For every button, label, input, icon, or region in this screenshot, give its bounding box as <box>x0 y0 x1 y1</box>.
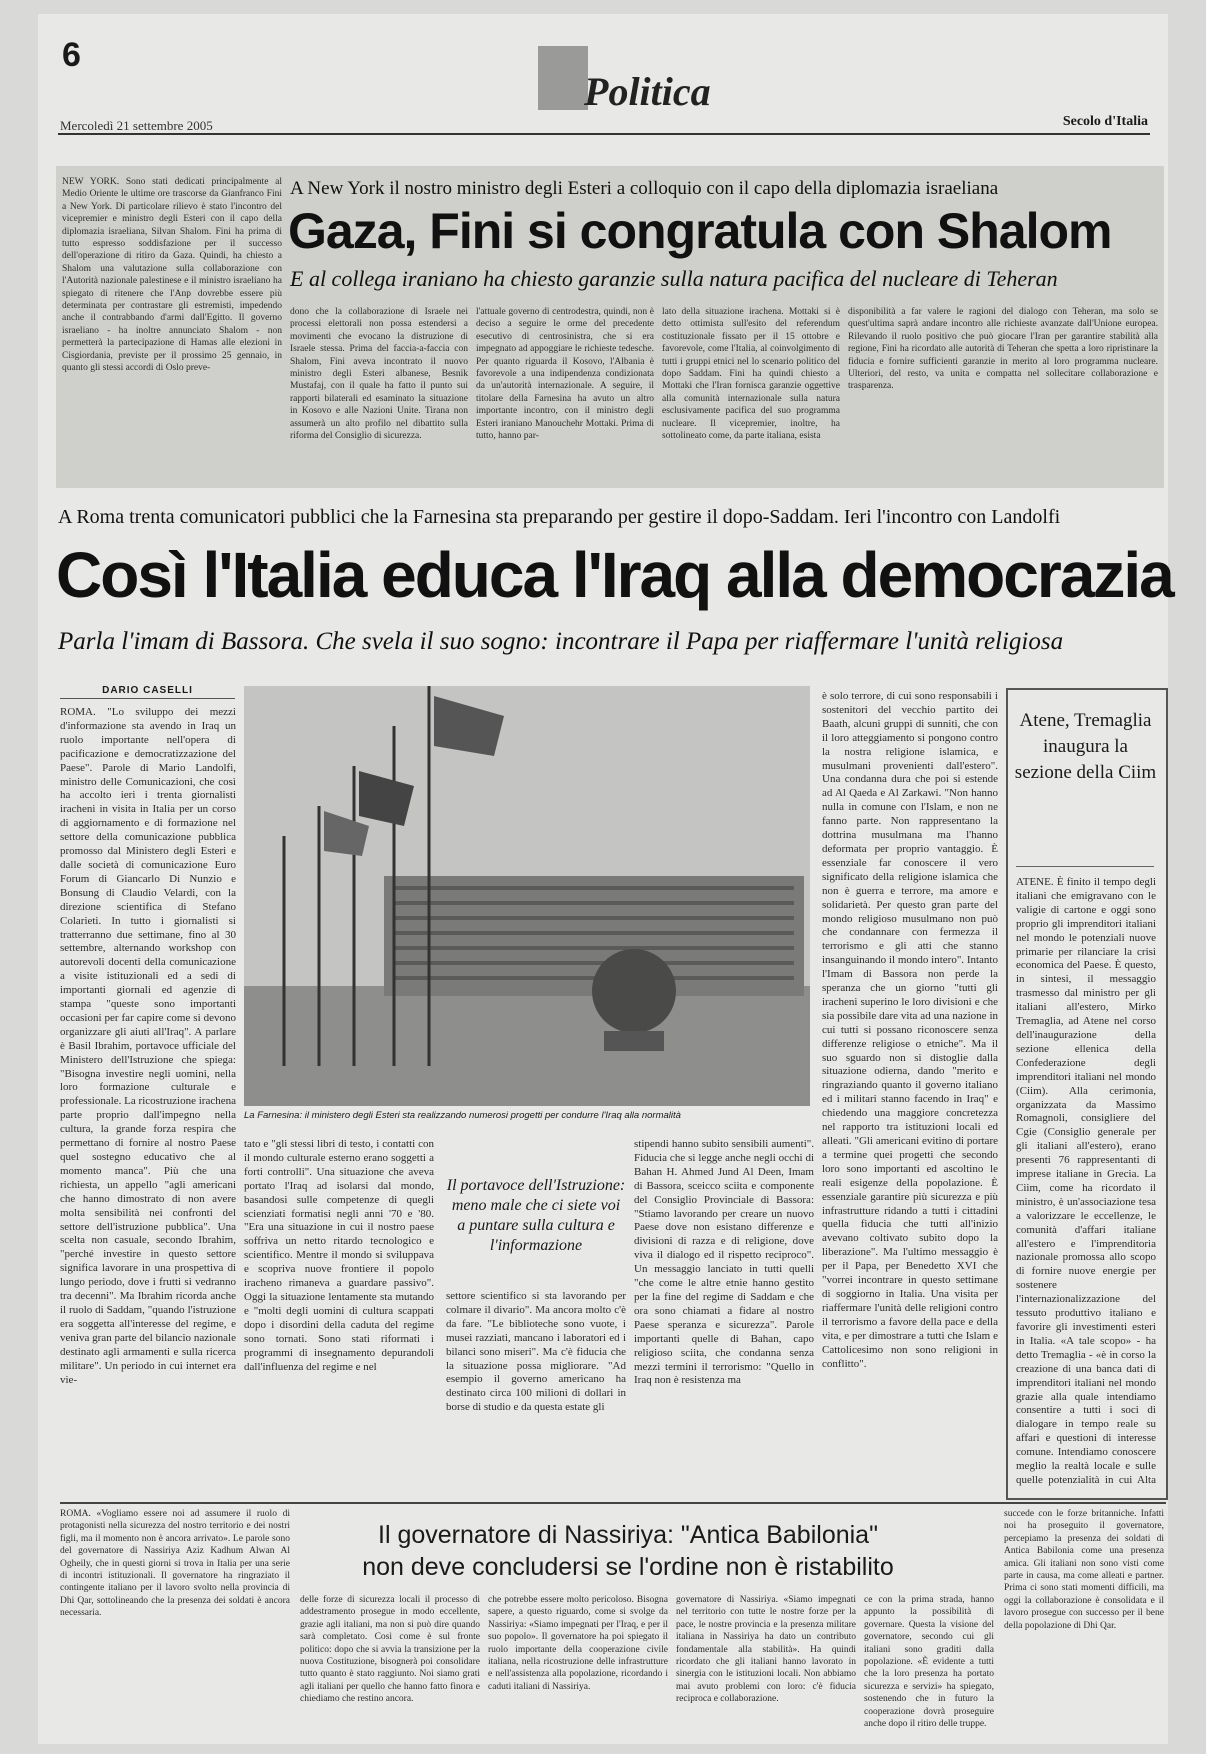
publication-name: Secolo d'Italia <box>1062 114 1148 129</box>
article2-kicker: A Roma trenta comunicatori pubblici che la Farnesina sta preparando per gestire il dopo-Saddam. Ieri l'incontro con Landolfi <box>58 506 1061 528</box>
article3-column-3: che potrebbe essere molto pericoloso. Bisogna sapere, a questo riguardo, come si svolge da Nassiriya: «Siamo impegnati per l'Iraq, e per il suo popolo». Il governatore ha poi spiegato il ruolo importante della cooperazione civile italiana, nella ricostruzione delle infrastrutture e nell'assistenza alla popolazione, ricordando i caduti italiani di Nassiriya. <box>488 1595 668 1692</box>
article3-column-6: succede con le forze britanniche. Infatti noi ha proseguito il governatore, percepiamo la presenza dei soldati di Antica Babilonia come una presenza amica. Gli italiani non sono visti come parte in causa, ma come alleati e partner. Prima ci sono stati momenti difficili, ma oggi la collaborazione è consolidata e il lavoro prosegue con successo per il bene della popolazione di Dhi Qar. <box>1004 1509 1164 1631</box>
section-title-rest: olitica <box>608 69 711 114</box>
article1-column-1: NEW YORK. Sono stati dedicati principalmente al Medio Oriente le ultime ore trascorse da Gianfranco Fini a New York. Di particolare rilievo è stato l'incontro del vicepremier e ministro degli Esteri con il capo della diplomazia israeliana, Silvan Shalom. Fini ha prima di tutto espresso soddisfazione per il successo dell'operazione di ritiro da Gaza. Quindi, ha chiesto a Shalom una valutazione sulla collaborazione con l'Autorità nazionale palestinese e il ministro israeliano ha spiegato di ritenere che l'Anp dovrebbe essere più determinata per contrastare gli estremisti, impedendo anche il contrabbando d'armi dall'Egitto. Il governo israeliano - ha inoltre annunciato Shalom - non permetterà la partecipazione di Hamas alle elezioni in Cisgiordania, previste per il prossimo 25 gennaio, in quanto gli stessi accordi di Oslo preve- <box>62 177 282 374</box>
issue-date: Mercoledì 21 settembre 2005 <box>60 118 213 133</box>
newspaper-page <box>38 14 1173 1744</box>
article2-column-mid-2: settore scientifico si sta lavorando per colmare il divario". Ma ancora molto c'è da fare. "Le biblioteche sono vuote, i musei razziati, mancano i laboratori ed i bilanci sono miseri". Ma c'è fiducia che la situazione possa migliorare. "Ad esempio il governo americano ha destinato circa 100 milioni di dollari in borse di studio e da questa estate gli <box>446 1290 626 1414</box>
article3-headline-line-2: non deve concludersi se l'ordine non è ristabilito <box>362 1553 894 1581</box>
farnesina-photo-illustration <box>244 686 810 1106</box>
sidebar-text: ATENE. È finito il tempo degli italiani che emigravano con le valigie di cartone e oggi sono proprio gli imprenditori italiani nel mondo le potenziali nuove primarie per rilanciare la crisi economica del Paese. È questo, in sintesi, il messaggio trasmesso dal ministro per gli italiani all'estero, Mirko Tremaglia, ad Atene nel corso dell'inaugurazione della sezione ellenica della Confederazione degli imprenditori italiani nel mondo (Ciim). Alla cerimonia, organizzata da Massimo Romagnoli, consigliere del Cgie (Consiglio generale per gli italiani all'estero), erano presenti 76 rappresentanti di imprese italiane in Grecia. La Ciim, come ha ricordato il ministro, è un'associazione tesa a valorizzare le eccellenze, le comunità d'affari italiane all'estero e l'imprenditoria nazionale promossa allo scopo di fornire nuove energie per sostenere l'internazionalizzazione del tessuto produttivo italiano e favorire gli investimenti esteri in Italia. «A tale scopo» - ha detto Tremaglia - «è in corso la creazione di una banca dati di imprenditori italiani nel mondo grazie alla quale intendiamo consentire a tutti i soci di dialogare in tempo reale su affari e questioni di interesse comune. Intendiamo conoscere meglio la realtà locale e sulle quelle potenzialità in cui Alta <box>1016 876 1156 1486</box>
article1-column-5: disponibilità a far valere le ragioni del dialogo con Teheran, ma solo se quest'ultima saprà andare incontro alle richieste avanzate dall'Unione europea. Rilevando il ruolo positivo che può giocare l'Iran per garantire stabilità alla regione, Fini ha ricordato alle autorità di Teheran che spetta a loro ripristinare la fiducia e fornire sufficienti garanzie in merito al loro programma nucleare. Ulteriori, del resto, va unita e compatta nel sollecitare collaborazione e trasparenza. <box>848 307 1158 392</box>
article3-column-5: ce con la prima strada, hanno appunto la possibilità di governare. Questa la visione del governatore, secondo cui gli italiani sono graditi dalla popolazione. «È evidente a tutti che la loro presenza ha portato sicurezza e servizi» ha spiegato, sostenendo che in futuro la cooperazione dovrà proseguire anche dopo il ritiro delle truppe. <box>864 1595 994 1730</box>
masthead-rule <box>58 133 1150 135</box>
article1-column-2: dono che la collaborazione di Israele nei processi elettorali non possa estendersi a movimenti che evocano la distruzione di Israele stessa. Prima del faccia-a-faccia con Shalom, Fini aveva incontrato il nuovo ministro degli Esteri albanese, Besnik Mustafaj, con il quale ha fatto il punto sui rapporti bilaterali ed esaminato la situazione in Kosovo e alle Nazioni Unite. Tirana non assumerà un alto profilo nel dibattito sulla riforma del Consiglio di sicurezza. <box>290 307 468 442</box>
article2-headline: Così l'Italia educa l'Iraq alla democrazia <box>56 539 1173 611</box>
article2-deck: Parla l'imam di Bassora. Che svela il suo sogno: incontrare il Papa per riaffermare l'unità religiosa <box>58 628 1064 655</box>
article2-column-mid-3: stipendi hanno subito sensibili aumenti". Fiducia che si legge anche negli occhi di Bahan H. Ahmed Jund Al Deen, Imam di Bassora, sceicco sciita e componente del Consiglio Provinciale di Bassora: "Stiamo lavorando per creare un nuovo Paese dove non esistano differenze e divisioni di razza e di religione, dove viva il dialogo ed il rispetto reciproco". Un messaggio lanciato in tutti quelli "che come le altre etnie hanno gestito per la fine del regime di Saddam e che ora sono chiamati a fidare al nostro Paese speranza e sicurezza". Parole importanti quelle di Bahan, capo religioso sciita, che condanna senza mezzi termini il terrorismo: "Quello in Iraq non è resistenza ma <box>634 1138 814 1387</box>
article2-column-right: è solo terrore, di cui sono responsabili i sostenitori del vecchio partito dei Baath, alcuni gruppi di sunniti, che con il loro atteggiamento si pongono contro la nostra religione islamica, e musulmani provenienti dall'estero". Una condanna dura che poi si estende ad Al Qaeda e Al Zarkawi. "Non hanno nulla in comune con l'Islam, e non ne fanno parte. Non rappresentano la dottrina musulmana ma l'hanno deformata per proprio vantaggio. È essenziale far conoscere il vero significato della religione islamica che non è guerra e terrore, ma amore e solidarietà. Per questo gran parte del mondo religioso musulmano non può che condannare con fermezza il terrorismo e gli atti che stanno insanguinando il mondo intero". Intanto l'Imam di Bassora non perde la speranza che un giorno "tutti gli iracheni superino le loro divisioni e che sia possibile dare vita ad una nazione in cui tutti si possano riconoscere senza differenze religiose o etniche". Ma il suo sguardo non si distoglie dalla situazione odierna, dando "merito e ringraziando quanto il governo italiano ed i militari stanno facendo in Iraq" e chiedendo una maggiore concretezza nel rapporto tra istituzioni locali ed alleati. "Gli americani evitino di portare a termine quei progetti che secondo loro sono importanti ed ascoltino le reali esigenze della popolazione. È essenziale garantire più sicurezza e più infrastrutture ridando a tutti i cittadini quella fiducia che tutti all'inizio avevano coltivato subito dopo la liberazione". Ma l'ultimo messaggio è per il Papa, per Benedetto XVI che "vorrei incontrare in questo settimane di soggiorno in Italia. Una visita per riaffermare l'unità delle religioni contro il terrorismo a favore della pace e della vita, e per dimostrare a tutti che Islam e Cattolicesimo non sono religioni in conflitto". <box>822 690 998 1370</box>
section-logo-block <box>538 46 588 110</box>
article2-column-left: ROMA. "Lo sviluppo dei mezzi d'informazione sta avendo in Iraq un ruolo importante nell'opera di pacificazione e democratizzazione del Paese". Parole di Mario Landolfi, ministro delle Comunicazioni, che così ha accolto ieri i trenta giornalisti iracheni in visita in Italia per un corso di aggiornamento e di formazione nel settore della comunicazione pubblica promosso dal Ministero degli Esteri e dalle società di comunicazione Euro Forum di Giancarlo Di Nunzio e Bonsung di Claudio Velardi, con la direzione scientifica di Stefano Colarieti. In tutto i giornalisti si tratterranno due settimane, fino al 30 settembre, alternando workshop con autorevoli docenti della comunicazione a visite istituzionali ed a sedi di importanti giornali ed agenzie di stampa "queste sono importanti occasioni per far capire come si devono organizzare gli aiuti all'Iraq". A parlare è Basil Ibrahim, portavoce ufficiale del Ministero dell'Istruzione che spiega: "Bisogna investire negli uomini, nella loro formazione culturale e professionale. La ricostruzione irachena parte proprio dall'impegno nella cultura, la grande forza respira che permettano di fornire al nostro Paese quel sostegno educativo che al momento manca". Più che una richiesta, un appello "agli americani che hanno dimostrato di non avere molta sensibilità nei confronti del settore dell'istruzione pubblica". Una scelta non casuale, secondo Ibrahim, "perché investire in questo settore significa lavorare in una prospettiva di lungo periodo, dove i frutti si vedranno tra decenni". Ma Ibrahim ricorda anche il ruolo di Saddam, "quando l'istruzione era soggetta all'interesse del regime, e veniva gran parte del bilancio nazionale destinato agli armamenti e sulla ricerca militare". Un periodo in cui internet era vie- <box>60 706 236 1386</box>
farnesina-photo <box>244 686 810 1106</box>
article1-deck: E al collega iraniano ha chiesto garanzie sulla natura pacifica del nucleare di Teheran <box>290 266 1058 291</box>
article3-column-2: delle forze di sicurezza locali il processo di addestramento prosegue in modo eccellente, grazie agli italiani, ma non si può dire quando sarà completato. Così come è sul fronte politico: dopo che si avvia la transizione per la nuova Costituzione, bisognerà poi consolidare tutto quanto è stato raggiunto. Noi siamo grati agli italiani per quello che hanno fatto finora e chiediamo che restino ancora. <box>300 1595 480 1705</box>
article2-byline: DARIO CASELLI <box>60 685 235 699</box>
article3-headline-line-1: Il governatore di Nassiriya: "Antica Babilonia" <box>378 1521 878 1549</box>
article1-column-4: lato della situazione irachena. Mottaki si è detto ottimista sull'esito del referendum costituzionale fissato per il 15 ottobre e favorevole, come l'Italia, al coinvolgimento di tutti i gruppi etnici nel lo scenario politico del dopo Saddam. Fini ha quindi chiesto a Mottaki che l'Iran fornisca garanzie oggettive alla comunità internazionale sulla natura esclusivamente pacifica del suo programma nucleare. Il vicepremier, inoltre, ha sottolineato come, da parte italiana, esista <box>662 307 840 442</box>
article2-pullquote: Il portavoce dell'Istruzione: meno male che ci siete voi a puntare sulla cultura e l'informazione <box>446 1177 626 1254</box>
section-title <box>584 68 711 115</box>
article1-kicker: A New York il nostro ministro degli Esteri a colloquio con il capo della diplomazia israeliana <box>290 178 999 199</box>
sidebar-title: Atene, Tremaglia inaugura la sezione della Ciim <box>1014 710 1157 783</box>
photo-caption: La Farnesina: il ministero degli Esteri sta realizzando numerosi progetti per condurre l'Iraq alla normalità <box>244 1110 681 1121</box>
article1-column-3: l'attuale governo di centrodestra, quindi, non è deciso a seguire le orme del precedente esecutivo di centrosinistra, che si era impegnato ad appoggiare le richieste tedesche. Per quanto riguarda il Kosovo, l'Albania è favorevole a una indipendenza condizionata da un'autorità internazionale. A seguire, il titolare della Farnesina ha avuto un altro importante incontro, con il ministro degli Esteri iraniano Manouchehr Mottaki. Prima di tutto, hanno par- <box>476 307 654 442</box>
section-title-initial: P <box>584 69 609 114</box>
article1-headline: Gaza, Fini si congratula con Shalom <box>288 203 1112 259</box>
article3-column-1: ROMA. «Vogliamo essere noi ad assumere il ruolo di protagonisti nella sicurezza del nostro territorio e dei nostri figli, ma il momento non è ancora arrivato». Le parole sono del governatore di Nassiriya Aziz Kadhum Alwan Al Ogheily, che in questi giorni si trova in Italia per una serie di incontri istituzionali. Il governatore ha ringraziato il contingente italiano per il lavoro svolto nella provincia di Dhi Qar, sottolineando che la presenza dei soldati è ancora necessaria. <box>60 1509 290 1619</box>
page-number: 6 <box>62 36 81 74</box>
sidebar-rule <box>1016 866 1154 867</box>
article3-column-4: governatore di Nassiriya. «Siamo impegnati nel territorio con tutte le nostre forze per la pace, le nostre provincia e la presenza militare italiana in Nassiriya ha dato un contributo fondamentale alla stabilità». Ha quindi ricordato che gli italiani hanno lavorato in sinergia con le istituzioni locali. Non abbiamo mai avuto problemi con loro: c'è fiducia reciproca e collaborazione. <box>676 1595 856 1705</box>
article2-column-mid-1: tato e "gli stessi libri di testo, i contatti con il mondo culturale esterno erano soggetti a forti controlli". Una situazione che aveva portato l'Iraq ad isolarsi dal mondo, basandosi sulle competenze di quegli scienziati formatisi negli anni '70 e '80. "Era una situazione in cui il nostro paese soffriva un netto ritardo tecnologico e scientifico. Mentre il mondo si sviluppava e scopriva nuove frontiere il popolo iracheno rimaneva a guardare passivo". Oggi la situazione lentamente sta mutando e "molti degli uomini di cultura scappati dopo i disordini della caduta del regime sono tornati. Sono stati riformati i programmi di insegnamento depurandoli dall'influenza del regime e nel <box>244 1138 434 1373</box>
